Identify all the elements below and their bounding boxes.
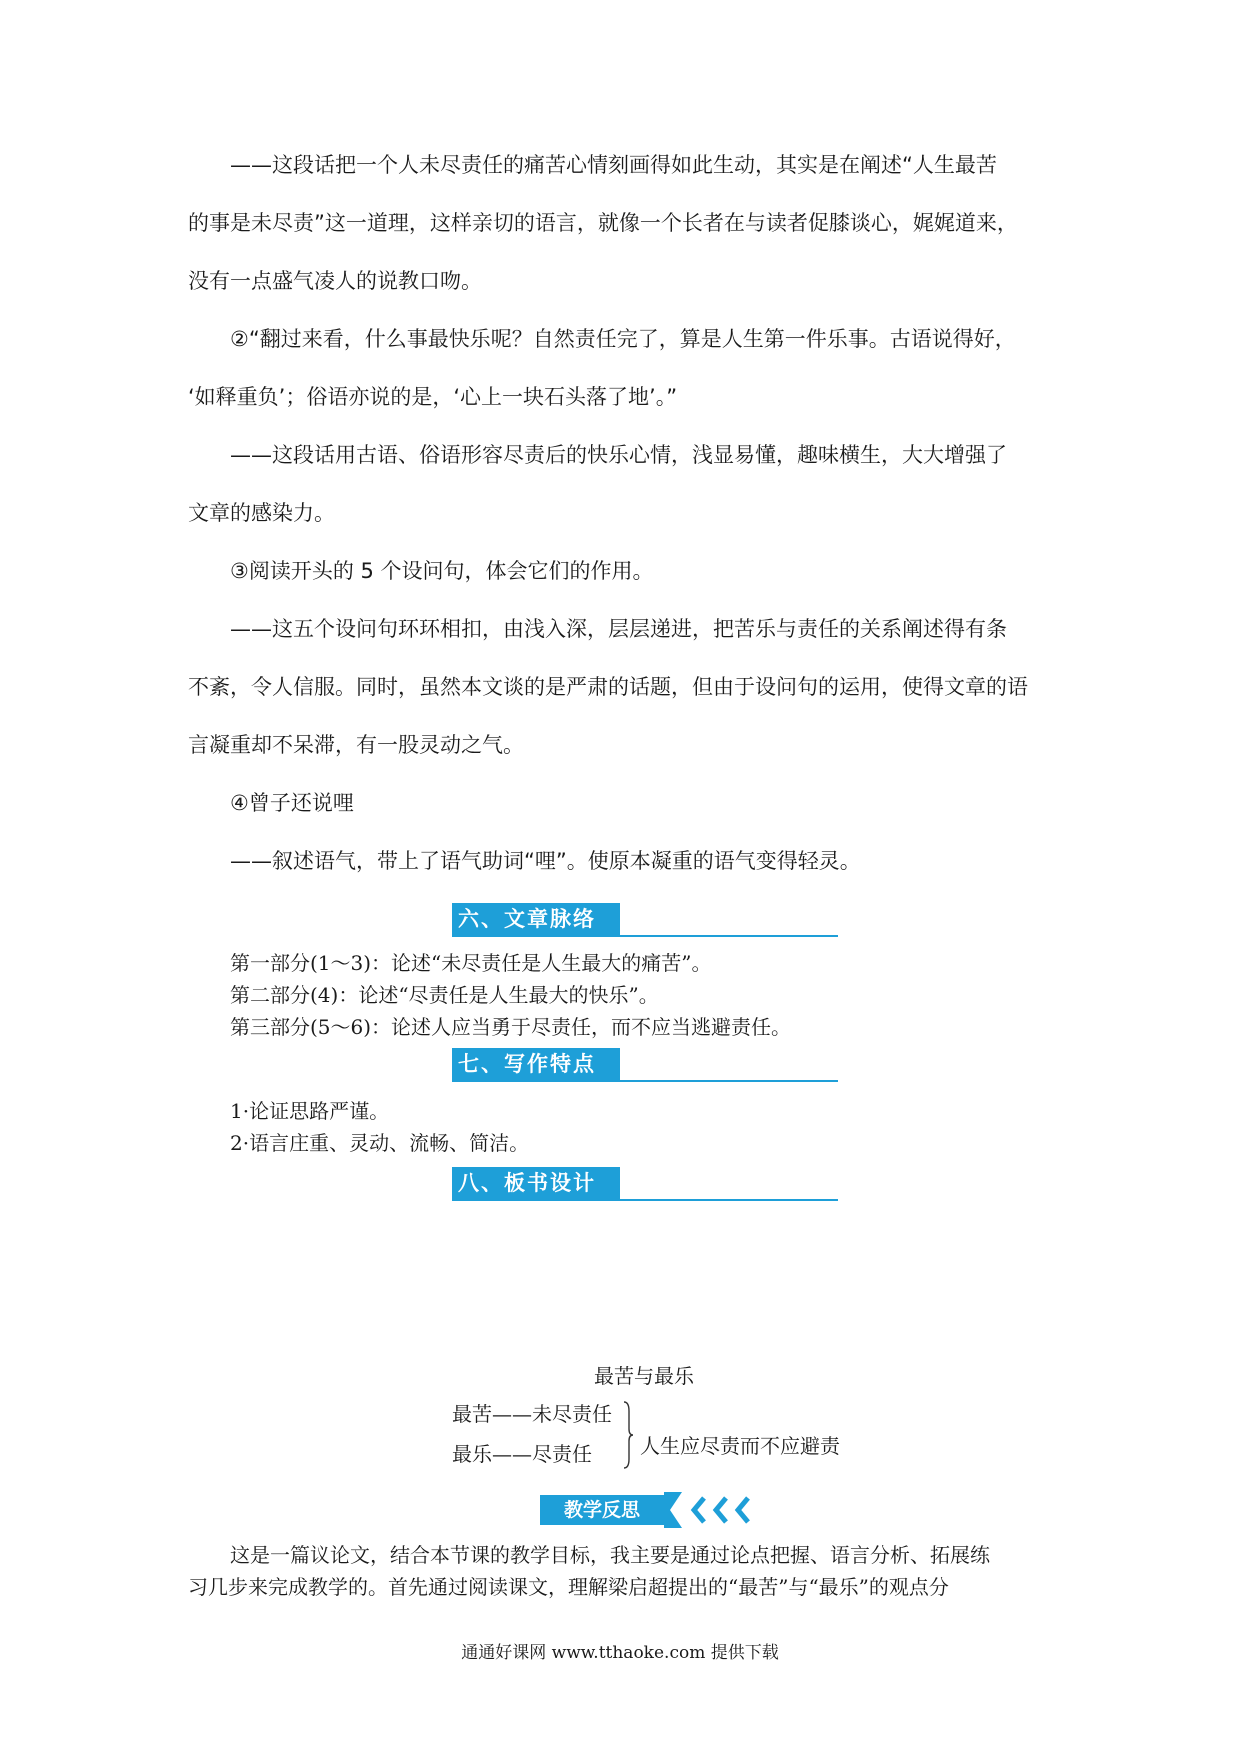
heading-underline: [452, 1199, 838, 1201]
paragraph-line: ‘如释重负’；俗语亦说的是，‘心上一块石头落了地’。”: [188, 385, 678, 409]
feature-line: 1·论证思路严谨。: [230, 1099, 390, 1123]
footer-credit: 通通好课网 www.tthaoke.com 提供下载: [461, 1643, 779, 1663]
paragraph-line: ——这段话把一个人未尽责任的痛苦心情刻画得如此生动，其实是在阐述“人生最苦: [230, 153, 997, 177]
section-heading-structure: 六、文章脉络: [452, 903, 618, 935]
double-chevron-left-icon: [664, 1492, 774, 1528]
board-result: 人生应尽责而不应避责: [640, 1434, 840, 1458]
heading-bar: [616, 1048, 620, 1080]
paragraph-line: ——叙述语气，带上了语气助词“哩”。使原本凝重的语气变得轻灵。: [230, 849, 861, 873]
paragraph-line: ——这段话用古语、俗语形容尽责后的快乐心情，浅显易懂，趣味横生，大大增强了: [230, 443, 1007, 467]
paragraph-line: 没有一点盛气凌人的说教口吻。: [188, 269, 482, 293]
board-row-bitter: 最苦——未尽责任: [452, 1402, 612, 1426]
paragraph-line: ②“翻过来看，什么事最快乐呢？自然责任完了，算是人生第一件乐事。古语说得好，: [230, 327, 1016, 351]
board-title: 最苦与最乐: [594, 1364, 694, 1388]
section-heading-features: 七、写作特点: [452, 1048, 618, 1080]
structure-line: 第二部分(4)：论述“尽责任是人生最大的快乐”。: [230, 983, 659, 1007]
paragraph-line: 言凝重却不呆滞，有一股灵动之气。: [188, 733, 524, 757]
paragraph-line: ③阅读开头的 5 个设问句，体会它们的作用。: [230, 559, 654, 583]
heading-underline: [452, 935, 838, 937]
feature-line: 2·语言庄重、灵动、流畅、简洁。: [230, 1131, 530, 1155]
heading-bar: [616, 1167, 620, 1199]
paragraph-line: 不紊，令人信服。同时，虽然本文谈的是严肃的话题，但由于设问句的运用，使得文章的语: [188, 675, 1028, 699]
brace-icon: [623, 1401, 633, 1469]
reflection-line: 习几步来完成教学的。首先通过阅读课文，理解梁启超提出的“最苦”与“最乐”的观点分: [188, 1575, 949, 1599]
heading-underline: [452, 1080, 838, 1082]
heading-bar: [616, 903, 620, 935]
structure-line: 第一部分(1～3)：论述“未尽责任是人生最大的痛苦”。: [230, 951, 712, 975]
paragraph-line: 的事是未尽责”这一道理，这样亲切的语言，就像一个长者在与读者促膝谈心，娓娓道来，: [188, 211, 1018, 235]
paragraph-line: ——这五个设问句环环相扣，由浅入深，层层递进，把苦乐与责任的关系阐述得有条: [230, 617, 1007, 641]
section-heading-board: 八、板书设计: [452, 1167, 618, 1199]
reflection-line: 这是一篇议论文，结合本节课的教学目标，我主要是通过论点把握、语言分析、拓展练: [230, 1543, 990, 1567]
structure-line: 第三部分(5～6)：论述人应当勇于尽责任，而不应当逃避责任。: [230, 1015, 792, 1039]
board-row-joy: 最乐——尽责任: [452, 1442, 592, 1466]
reflection-heading: 教学反思: [540, 1495, 664, 1525]
paragraph-line: ④曾子还说哩: [230, 791, 354, 815]
paragraph-line: 文章的感染力。: [188, 501, 335, 525]
